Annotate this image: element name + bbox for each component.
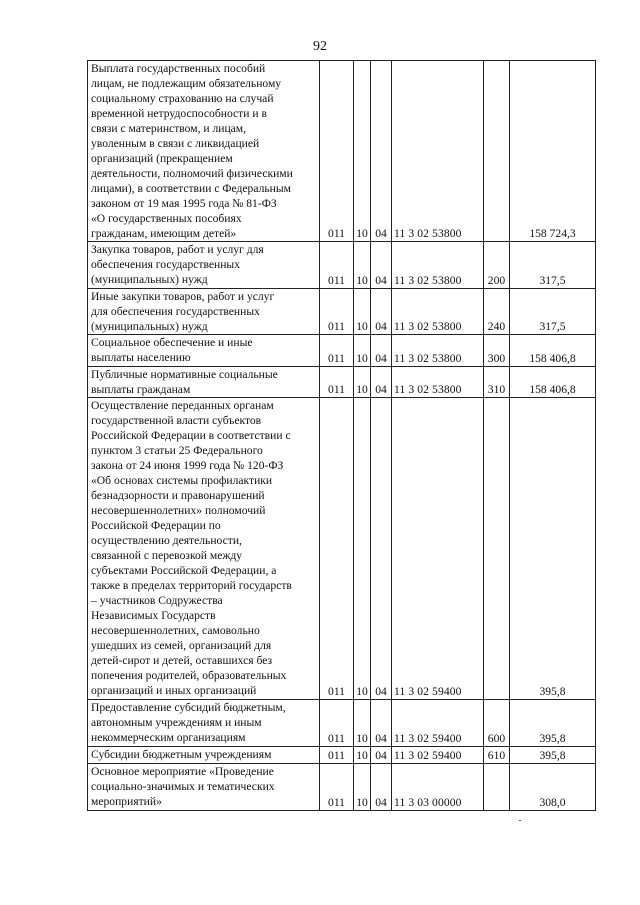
target-article-cell: 11 3 02 59400 bbox=[392, 747, 484, 764]
section-cell: 10 bbox=[354, 335, 371, 367]
section-cell: 10 bbox=[354, 242, 371, 289]
target-article-cell: 11 3 02 53800 bbox=[392, 242, 484, 289]
gov-code-cell: 011 bbox=[320, 61, 354, 242]
gov-code-cell: 011 bbox=[320, 367, 354, 398]
sum-cell: 317,5 bbox=[510, 289, 596, 335]
target-article-cell: 11 3 02 53800 bbox=[392, 335, 484, 367]
budget-table bbox=[87, 60, 596, 811]
table-row bbox=[88, 764, 596, 811]
target-article-cell: 11 3 02 59400 bbox=[392, 700, 484, 747]
sum-cell: 308,0 bbox=[510, 764, 596, 811]
target-article-cell: 11 3 02 53800 bbox=[392, 289, 484, 335]
sum-cell: 158 724,3 bbox=[510, 61, 596, 242]
target-article-cell: 11 3 03 00000 bbox=[392, 764, 484, 811]
row-name-cell: Предоставление субсидий бюджетным, автономным учреждениям и иным некоммерческим организациям bbox=[88, 700, 320, 747]
table-row bbox=[88, 700, 596, 747]
expense-type-cell bbox=[484, 398, 510, 700]
target-article-cell: 11 3 02 53800 bbox=[392, 367, 484, 398]
row-name-cell: Закупка товаров, работ и услуг для обеспечения государственных (муниципальных) нужд bbox=[88, 242, 320, 289]
scan-speck bbox=[519, 820, 521, 821]
row-name-cell: Социальное обеспечение и иные выплаты населению bbox=[88, 335, 320, 367]
subsection-cell: 04 bbox=[371, 398, 392, 700]
table-row bbox=[88, 398, 596, 700]
section-cell: 10 bbox=[354, 367, 371, 398]
table-row bbox=[88, 747, 596, 764]
section-cell: 10 bbox=[354, 764, 371, 811]
table-row bbox=[88, 335, 596, 367]
row-name-cell: Иные закупки товаров, работ и услуг для обеспечения государственных (муниципальных) нужд bbox=[88, 289, 320, 335]
target-article-cell: 11 3 02 59400 bbox=[392, 398, 484, 700]
section-cell: 10 bbox=[354, 289, 371, 335]
table-row bbox=[88, 61, 596, 242]
gov-code-cell: 011 bbox=[320, 242, 354, 289]
row-name-cell: Осуществление переданных органам государственной власти субъектов Российской Федерации в соответствии с пунктом 3 статьи 25 Федерального закона от 24 июня 1999 года № 120-ФЗ «Об основах системы профилактики безнадзорности и правонарушений несовершеннолетних» полномочий Российской Федерации по осуществлению деятельности, связанной с перевозкой между субъектами Российской Федерации, а также в пределах территорий государств – участников Содружества Независимых Государств несовершеннолетних, самовольно ушедших из семей, организаций для детей-сирот и детей, оставшихся без попечения родителей, образовательных организаций и иных организаций bbox=[88, 398, 320, 700]
expense-type-cell: 240 bbox=[484, 289, 510, 335]
section-cell: 10 bbox=[354, 700, 371, 747]
section-cell: 10 bbox=[354, 747, 371, 764]
subsection-cell: 04 bbox=[371, 242, 392, 289]
expense-type-cell: 200 bbox=[484, 242, 510, 289]
row-name-cell: Субсидии бюджетным учреждениям bbox=[88, 747, 320, 764]
subsection-cell: 04 bbox=[371, 764, 392, 811]
table-row bbox=[88, 289, 596, 335]
row-name-cell: Выплата государственных пособий лицам, не подлежащим обязательному социальному страхованию на случай временной нетрудоспособности и в связи с материнством, и лицам, уволенным в связи с ликвидацией организаций (прекращением деятельности, полномочий физическими лицами), в соответствии с Федеральным законом от 19 мая 1995 года № 81-ФЗ «О государственных пособиях гражданам, имеющим детей» bbox=[88, 61, 320, 242]
sum-cell: 158 406,8 bbox=[510, 335, 596, 367]
row-name-cell: Публичные нормативные социальные выплаты гражданам bbox=[88, 367, 320, 398]
sum-cell: 158 406,8 bbox=[510, 367, 596, 398]
gov-code-cell: 011 bbox=[320, 747, 354, 764]
sum-cell: 317,5 bbox=[510, 242, 596, 289]
subsection-cell: 04 bbox=[371, 289, 392, 335]
table-row bbox=[88, 242, 596, 289]
gov-code-cell: 011 bbox=[320, 764, 354, 811]
row-name-cell: Основное мероприятие «Проведение социально-значимых и тематических мероприятий» bbox=[88, 764, 320, 811]
subsection-cell: 04 bbox=[371, 367, 392, 398]
sum-cell: 395,8 bbox=[510, 700, 596, 747]
subsection-cell: 04 bbox=[371, 335, 392, 367]
gov-code-cell: 011 bbox=[320, 700, 354, 747]
expense-type-cell: 600 bbox=[484, 700, 510, 747]
gov-code-cell: 011 bbox=[320, 398, 354, 700]
subsection-cell: 04 bbox=[371, 747, 392, 764]
gov-code-cell: 011 bbox=[320, 335, 354, 367]
expense-type-cell: 300 bbox=[484, 335, 510, 367]
expense-type-cell: 610 bbox=[484, 747, 510, 764]
expense-type-cell: 310 bbox=[484, 367, 510, 398]
section-cell: 10 bbox=[354, 61, 371, 242]
subsection-cell: 04 bbox=[371, 61, 392, 242]
sum-cell: 395,8 bbox=[510, 747, 596, 764]
expense-type-cell bbox=[484, 61, 510, 242]
section-cell: 10 bbox=[354, 398, 371, 700]
expense-type-cell bbox=[484, 764, 510, 811]
table-row bbox=[88, 367, 596, 398]
gov-code-cell: 011 bbox=[320, 289, 354, 335]
subsection-cell: 04 bbox=[371, 700, 392, 747]
target-article-cell: 11 3 02 53800 bbox=[392, 61, 484, 242]
sum-cell: 395,8 bbox=[510, 398, 596, 700]
page-number: 92 bbox=[313, 39, 327, 54]
